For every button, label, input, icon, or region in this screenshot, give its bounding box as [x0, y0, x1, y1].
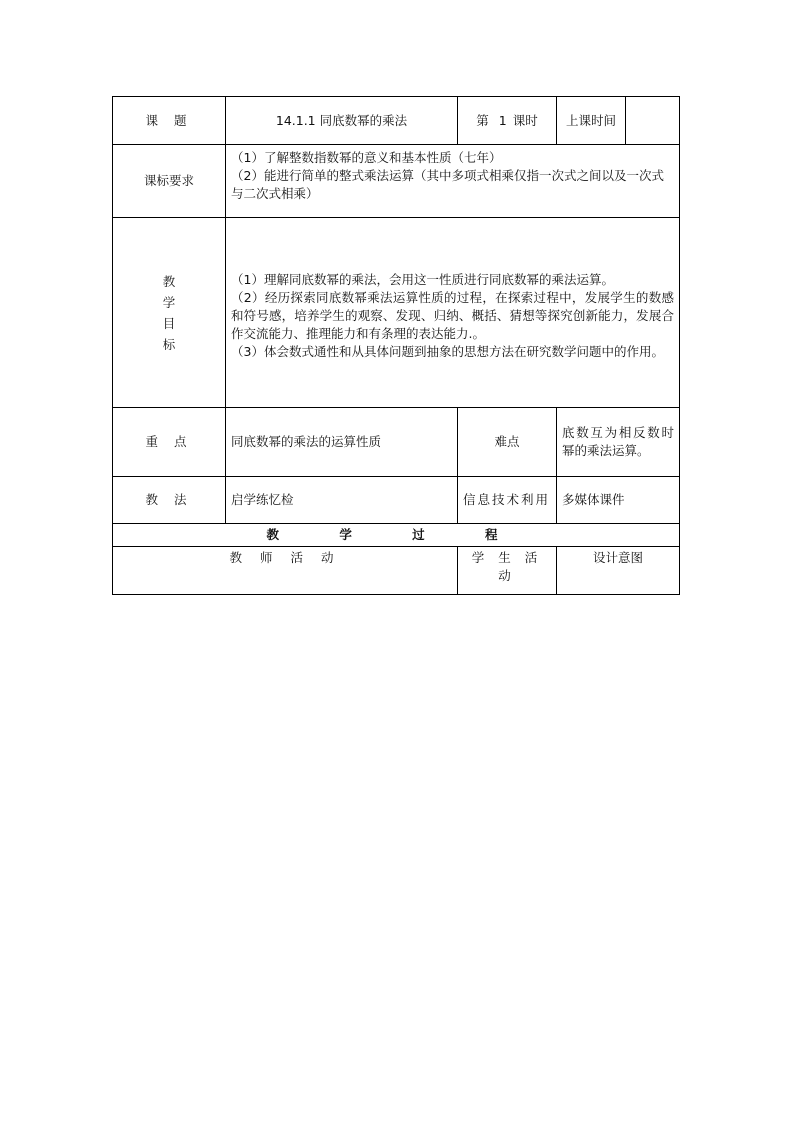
goal-item-2: （2）经历探索同底数幂乘法运算性质的过程，在探索过程中，发展学生的数感和符号感，培养学生的观察、发现、归纳、概括、猜想等探究创新能力，发展合作交流能力、推理能力和有条理的表达能力.。: [231, 289, 674, 341]
goals-label-char-4: 标: [162, 336, 176, 352]
methods-label-cell: [113, 477, 226, 524]
topic-value: 14.1.1 同底数幂的乘法: [275, 112, 408, 128]
it-label: 信息技术利用: [463, 492, 551, 507]
standards-line-1: （1）了解整数指数幂的意义和基本性质（七年）: [231, 150, 502, 165]
teacher-activity-header: 教 师 活 动: [229, 550, 341, 565]
standards-label: 课标要求: [143, 173, 194, 188]
process-title-cell: [113, 524, 680, 547]
lesson-number-cell: [458, 97, 557, 145]
topic-label-cell: [113, 97, 226, 145]
goals-row: [113, 218, 680, 408]
class-time-value-cell: [626, 97, 680, 145]
process-header-row: [113, 547, 680, 595]
methods-value: 启学练忆检: [231, 492, 294, 507]
lesson-number: 1: [498, 112, 507, 128]
design-intent-cell: [557, 547, 680, 595]
standards-row: [113, 145, 680, 218]
methods-label: 教 法: [145, 492, 193, 507]
class-time-label-cell: [557, 97, 626, 145]
difficulty-label: 难点: [494, 434, 520, 449]
goals-label-char-1: 教: [162, 273, 176, 289]
goals-text-cell: [226, 218, 680, 408]
lesson-plan-table: [112, 96, 680, 595]
difficulty-value-cell: [557, 408, 680, 477]
methods-row: [113, 477, 680, 524]
topic-value-cell: [226, 97, 458, 145]
difficulty-label-cell: [458, 408, 557, 477]
design-intent-header: 设计意图: [592, 550, 643, 565]
class-time-label: 上课时间: [565, 113, 616, 128]
it-value-cell: [557, 477, 680, 524]
key-points-label: 重 点: [145, 434, 193, 449]
standards-label-cell: [113, 145, 226, 218]
goals-label-char-2: 学: [162, 294, 176, 310]
methods-value-cell: [226, 477, 458, 524]
goal-item-1: （1）理解同底数幂的乘法，会用这一性质进行同底数幂的乘法运算。: [231, 271, 614, 287]
student-activity-cell: [458, 547, 557, 595]
key-points-row: [113, 408, 680, 477]
lesson-suffix: 课时: [512, 112, 538, 128]
key-points-label-cell: [113, 408, 226, 477]
difficulty-value: 底数互为相反数时幂的乘法运算。: [562, 425, 674, 458]
goals-label: [118, 271, 220, 355]
student-activity-header: 学 生 活 动: [471, 550, 543, 583]
teacher-activity-cell: [113, 547, 458, 595]
process-title-row: [113, 524, 680, 547]
it-label-cell: [458, 477, 557, 524]
key-points-value: 同底数幂的乘法的运算性质: [231, 434, 382, 449]
process-title: 教 学 过 程: [266, 527, 526, 542]
goal-item-3: （3）体会数式通性和从具体问题到抽象的思想方法在研究数学问题中的作用。: [231, 343, 664, 359]
it-value: 多媒体课件: [562, 492, 625, 507]
lesson-prefix: 第: [476, 112, 489, 128]
standards-line-2: （2）能进行简单的整式乘法运算（其中多项式相乘仅指一次式之间以及一次式与二次式相乘）: [231, 168, 664, 201]
key-points-value-cell: [226, 408, 458, 477]
standards-text-cell: [226, 145, 680, 218]
goals-label-cell: [113, 218, 226, 408]
topic-label: 课 题: [145, 112, 193, 128]
goals-label-char-3: 目: [162, 315, 176, 331]
topic-row: [113, 97, 680, 145]
